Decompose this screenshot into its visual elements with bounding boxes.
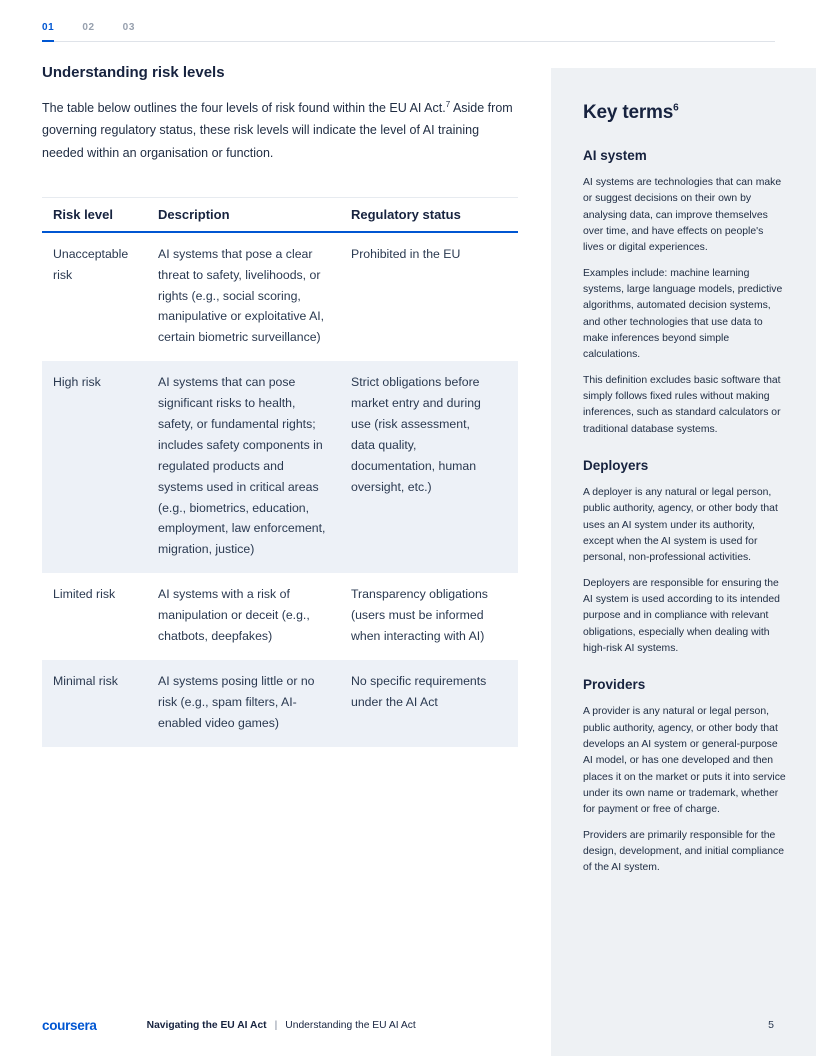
key-term-paragraph: AI systems are technologies that can make or suggest decisions on their own by analysing data, can improve themselves over time, and have effects on people's lives or digital experiences. [583, 177, 782, 254]
page-title: Understanding risk levels [42, 64, 225, 81]
key-term-ai-system [583, 148, 786, 438]
cell-description: AI systems posing little or no risk (e.g., spam filters, AI-enabled video games) [158, 673, 315, 730]
cell-risk-level: Unacceptable risk [53, 246, 129, 282]
intro-text-continued: Aside from governing regulatory status, these risk levels will indicate the level of AI training needed within an organisation or function. [42, 101, 513, 160]
cell-description: AI systems that pose a clear threat to safety, livelihoods, or rights (e.g., social scoring, manipulative or exploitative AI, certain biometric surveillance) [158, 246, 325, 345]
col-header-regulatory-status: Regulatory status [351, 206, 461, 222]
cell-description: AI systems that can pose significant risks to health, safety, or fundamental rights; includes safety components in regulated products and systems used in critical areas (e.g., biometrics, education, employment, law enforcement, migration, justice) [158, 375, 326, 557]
key-term-deployers [583, 458, 786, 657]
key-term-paragraph: This definition excludes basic software that simply follows fixed rules without making inferences, such as standard calculators or traditional database systems. [583, 374, 781, 435]
cell-description: AI systems with a risk of manipulation or deceit (e.g., chatbots, deepfakes) [158, 587, 310, 643]
nav-item-01: 01 [42, 22, 54, 42]
cell-regulatory-status: Transparency obligations (users must be informed when interacting with AI) [351, 587, 488, 643]
key-term-paragraph: Examples include: machine learning systems, large language models, predictive algorithms, automated decision systems, and other technologies that use data to make inferences beyond simple calculations. [583, 267, 783, 361]
nav-item-02: 02 [82, 22, 95, 33]
key-term-paragraph: Providers are primarily responsible for the design, development, and initial compliance of the AI system. [583, 829, 785, 874]
cell-regulatory-status: No specific requirements under the AI Act [351, 673, 487, 709]
page-number: 5 [768, 1019, 774, 1031]
table-row-minimal-risk [42, 660, 518, 747]
main-content [42, 64, 518, 747]
key-term-heading: Providers [583, 677, 646, 693]
footnote-ref-7: 7 [445, 99, 451, 109]
table-row-unacceptable-risk [42, 233, 518, 361]
key-term-paragraph: A provider is any natural or legal person, public authority, agency, or other body that develops an AI system or general-purpose AI model, or has one developed and then places it on the market or puts it into service under its own name or trademark, whether for payment or free of charge. [583, 706, 786, 816]
footer-separator: | [274, 1020, 278, 1031]
cell-regulatory-status: Prohibited in the EU [351, 246, 461, 261]
sidebar-title [583, 102, 786, 124]
risk-levels-table [42, 197, 518, 747]
key-terms-sidebar [551, 68, 816, 1056]
footer-section-title: Understanding the EU AI Act [285, 1020, 416, 1031]
key-term-paragraph: A deployer is any natural or legal person, public authority, agency, or other body that uses an AI system under its authority, except when the AI system is used for personal, non-professional activities. [583, 486, 778, 564]
key-term-heading: Deployers [583, 457, 649, 473]
page-header-nav [42, 22, 775, 42]
cell-risk-level: Minimal risk [53, 673, 118, 688]
table-row-high-risk [42, 361, 518, 573]
table-row-limited-risk [42, 573, 518, 660]
section-number-tabs [42, 22, 775, 42]
cell-regulatory-status: Strict obligations before market entry and during use (risk assessment, data quality, documentation, human oversight, etc.) [351, 375, 481, 494]
table-header-row [42, 197, 518, 233]
coursera-logo: coursera [42, 1018, 97, 1033]
sidebar-title-text: Key terms [583, 102, 674, 123]
cell-risk-level: High risk [53, 375, 101, 390]
nav-item-03: 03 [122, 22, 135, 33]
key-term-paragraph: Deployers are responsible for ensuring the AI system is used according to its intended purpose and in compliance with relevant obligations, especially when dealing with high-risk AI systems. [583, 577, 780, 654]
key-term-providers [583, 677, 786, 876]
intro-text: The table below outlines the four levels of risk found within the EU AI Act. [42, 101, 446, 115]
col-header-description: Description [158, 206, 230, 222]
key-term-heading: AI system [583, 148, 647, 163]
footer-doc-title: Navigating the EU AI Act [146, 1020, 267, 1031]
footnote-ref-6: 6 [673, 102, 679, 114]
page-footer [42, 1018, 416, 1033]
intro-paragraph [42, 97, 518, 164]
col-header-risk-level: Risk level [53, 206, 113, 222]
cell-risk-level: Limited risk [53, 587, 116, 602]
